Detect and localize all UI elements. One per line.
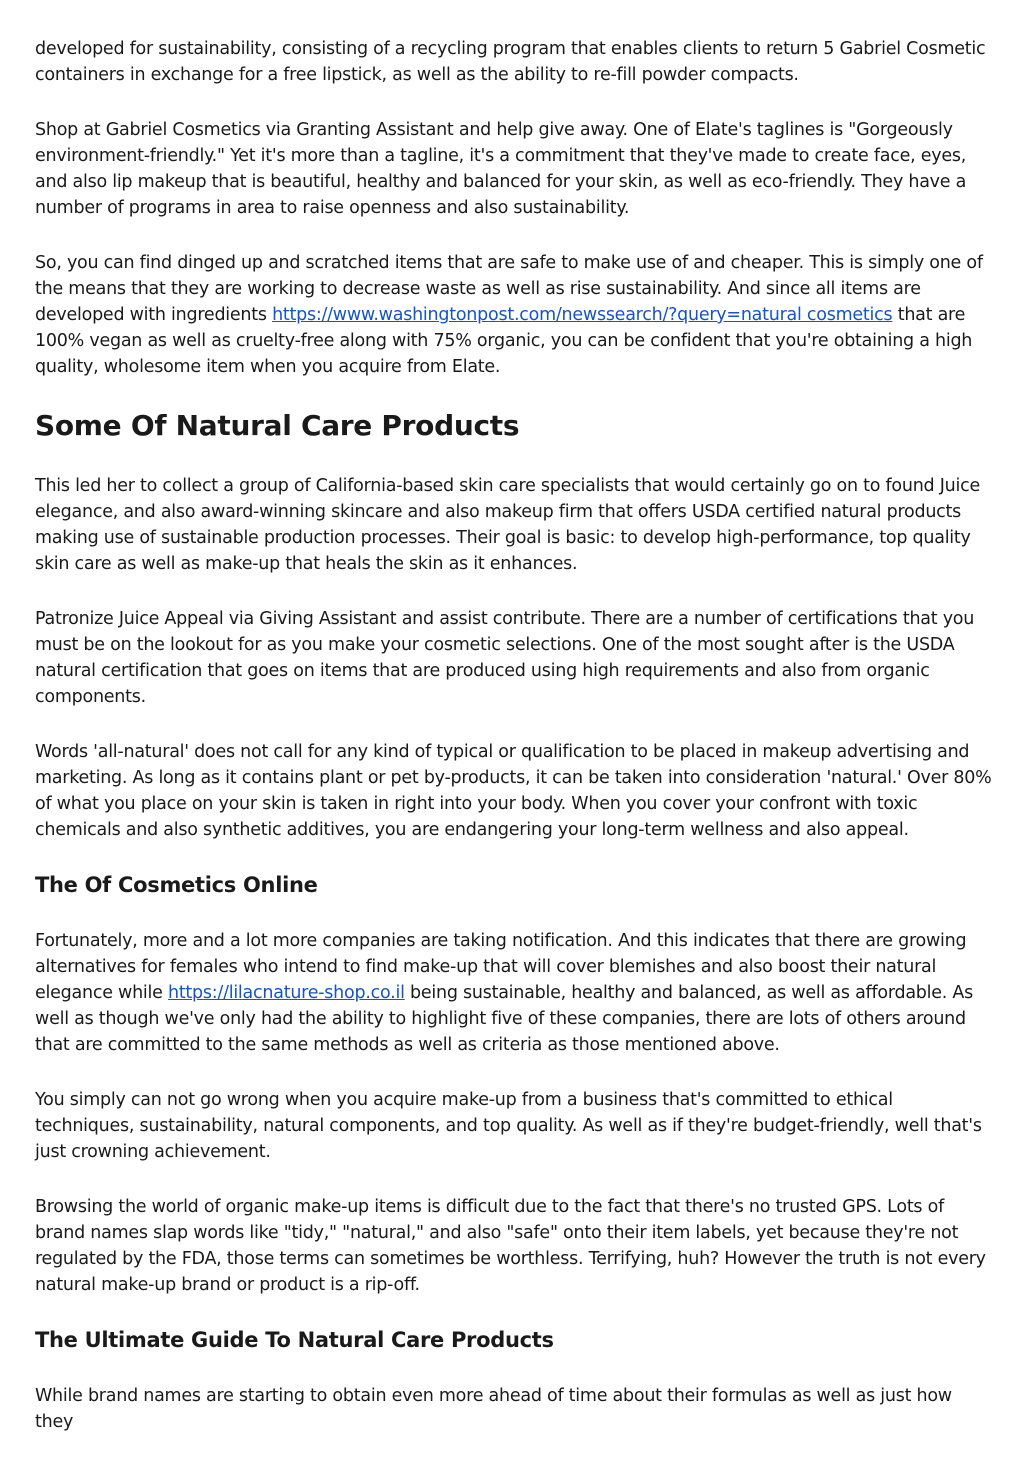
paragraph-text: developed for sustainability, consisting of a recycling program that enables clients to return 5 Gabriel Cosmetic containers in exchange for a free lipstick, as well as the ability to re-fill powder compacts. xyxy=(35,39,986,85)
paragraph-text: So, you can find dinged up and scratched items that are safe to make use of and cheaper. This is simply one of the means that they are working to decrease waste as well as rise sustainability. And since all items are developed with ingredients xyxy=(35,253,983,325)
section-heading: Some Of Natural Care Products xyxy=(35,409,520,442)
subsection-heading: The Of Cosmetics Online xyxy=(35,873,318,897)
subsection-heading: The Ultimate Guide To Natural Care Products xyxy=(35,1328,554,1352)
paragraph-text: You simply can not go wrong when you acquire make-up from a business that's committed to ethical techniques, sustainability, natural components, and top quality. As well as if they're budget-friendly, well that's just crowning achievement. xyxy=(35,1090,982,1162)
paragraph-text: that are 100% vegan as well as cruelty-free along with 75% organic, you can be confident that you're obtaining a high quality, wholesome item when you acquire from Elate. xyxy=(35,305,973,377)
paragraph-text: While brand names are starting to obtain even more ahead of time about their formulas as well as just how they xyxy=(35,1386,952,1432)
paragraph xyxy=(35,250,993,380)
paragraph xyxy=(35,928,993,1058)
article-body xyxy=(35,36,993,1464)
paragraph xyxy=(35,473,993,577)
paragraph-text: This led her to collect a group of California-based skin care specialists that would certainly go on to found Juice elegance, and also award-winning skincare and also makeup firm that offers USDA certified natural products making use of sustainable production processes. Their goal is basic: to develop high-performance, top quality skin care as well as make-up that heals the skin as it enhances. xyxy=(35,476,980,574)
paragraph-text: being sustainable, healthy and balanced, as well as affordable. As well as though we've only had the ability to highlight five of these companies, there are lots of others around that are committed to the same methods as well as criteria as those mentioned above. xyxy=(35,983,973,1055)
paragraph xyxy=(35,1194,993,1298)
paragraph xyxy=(35,1087,993,1165)
inline-link[interactable]: https://www.washingtonpost.com/newssearch/?query=natural cosmetics xyxy=(272,305,893,325)
paragraph-text: Shop at Gabriel Cosmetics via Granting Assistant and help give away. One of Elate's taglines is "Gorgeously environment-friendly." Yet it's more than a tagline, it's a commitment that they've made to create face, eyes, and also lip makeup that is beautiful, healthy and balanced for your skin, as well as eco-friendly. They have a number of programs in area to raise openness and also sustainability. xyxy=(35,120,967,218)
paragraph xyxy=(35,739,993,843)
paragraph xyxy=(35,117,993,221)
paragraph xyxy=(35,36,993,88)
paragraph-text: Patronize Juice Appeal via Giving Assistant and assist contribute. There are a number of certifications that you must be on the lookout for as you make your cosmetic selections. One of the most sought after is the USDA natural certification that goes on items that are produced using high requirements and also from organic components. xyxy=(35,609,975,707)
paragraph xyxy=(35,606,993,710)
inline-link[interactable]: https://lilacnature-shop.co.il xyxy=(167,983,405,1003)
paragraph xyxy=(35,1383,993,1435)
paragraph-text: Fortunately, more and a lot more companies are taking notification. And this indicates that there are growing alternatives for females who intend to find make-up that will cover blemishes and also boost their natural elegance while xyxy=(35,931,967,1003)
paragraph-text: Words 'all-natural' does not call for any kind of typical or qualification to be placed in makeup advertising and marketing. As long as it contains plant or pet by-products, it can be taken into consideration 'natural.' Over 80% of what you place on your skin is taken in right into your body. When you cover your confront with toxic chemicals and also synthetic additives, you are endangering your long-term wellness and also appeal. xyxy=(35,742,992,840)
paragraph-text: Browsing the world of organic make-up items is difficult due to the fact that there's no trusted GPS. Lots of brand names slap words like "tidy," "natural," and also "safe" onto their item labels, yet because they're not regulated by the FDA, those terms can sometimes be worthless. Terrifying, huh? However the truth is not every natural make-up brand or product is a rip-off. xyxy=(35,1197,986,1295)
